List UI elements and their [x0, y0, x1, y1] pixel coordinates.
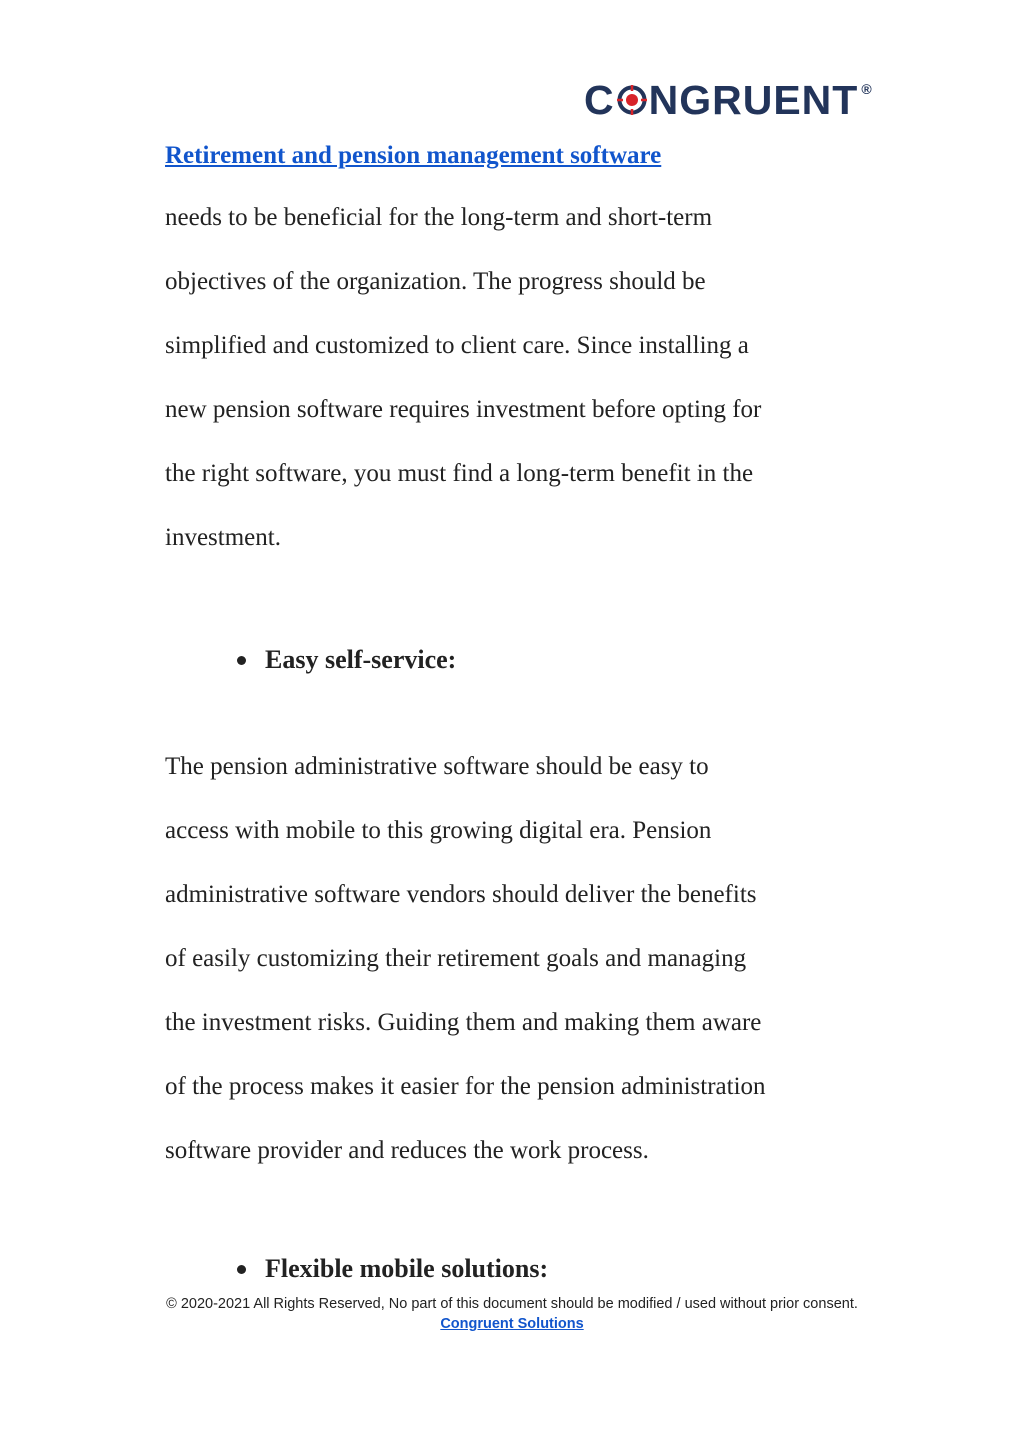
paragraph-line: access with mobile to this growing digital era. Pension: [165, 817, 712, 844]
bullet-dot-icon: [237, 1265, 246, 1274]
registered-mark: ®: [861, 81, 873, 97]
paragraph-line: objectives of the organization. The progress should be: [165, 268, 706, 295]
bullet-dot-icon: [237, 656, 246, 665]
paragraph-line: software provider and reduces the work process.: [165, 1137, 649, 1164]
bullet-heading: Flexible mobile solutions:: [265, 1254, 549, 1283]
heading-link[interactable]: Retirement and pension management software: [165, 142, 662, 169]
paragraph-line: needs to be beneficial for the long-term and short-term: [165, 204, 713, 231]
copyright-notice: © 2020-2021 All Rights Reserved, No part of this document should be modified / used without prior consent.: [166, 1296, 858, 1312]
paragraph-line: the investment risks. Guiding them and making them aware: [165, 1009, 762, 1036]
paragraph-line: The pension administrative software should be easy to: [165, 753, 709, 780]
paragraph-line: the right software, you must find a long-term benefit in the: [165, 460, 754, 487]
logo-text-start: C: [584, 77, 615, 123]
page-footer: [0, 1294, 1024, 1334]
congruent-logo: [584, 78, 873, 122]
logo-text-end: NGRUENT: [648, 77, 859, 123]
bullet-flexible-mobile-solutions: [237, 1253, 548, 1285]
paragraph-line: administrative software vendors should deliver the benefits: [165, 881, 757, 908]
paragraph-line: new pension software requires investment before opting for: [165, 396, 762, 423]
footer-company-link[interactable]: Congruent Solutions: [440, 1316, 584, 1332]
paragraph-line: of the process makes it easier for the pension administration: [165, 1073, 766, 1100]
paragraph-line: investment.: [165, 524, 281, 551]
logo-wordmark: [584, 78, 858, 122]
bullet-heading: Easy self-service:: [265, 645, 457, 674]
intro-paragraph: [165, 186, 865, 570]
self-service-paragraph: [165, 735, 865, 1183]
paragraph-line: simplified and customized to client care. Since installing a: [165, 332, 749, 359]
bullet-easy-self-service: [237, 644, 456, 676]
crosshair-target-icon: [617, 85, 647, 115]
paragraph-line: of easily customizing their retirement goals and managing: [165, 945, 747, 972]
